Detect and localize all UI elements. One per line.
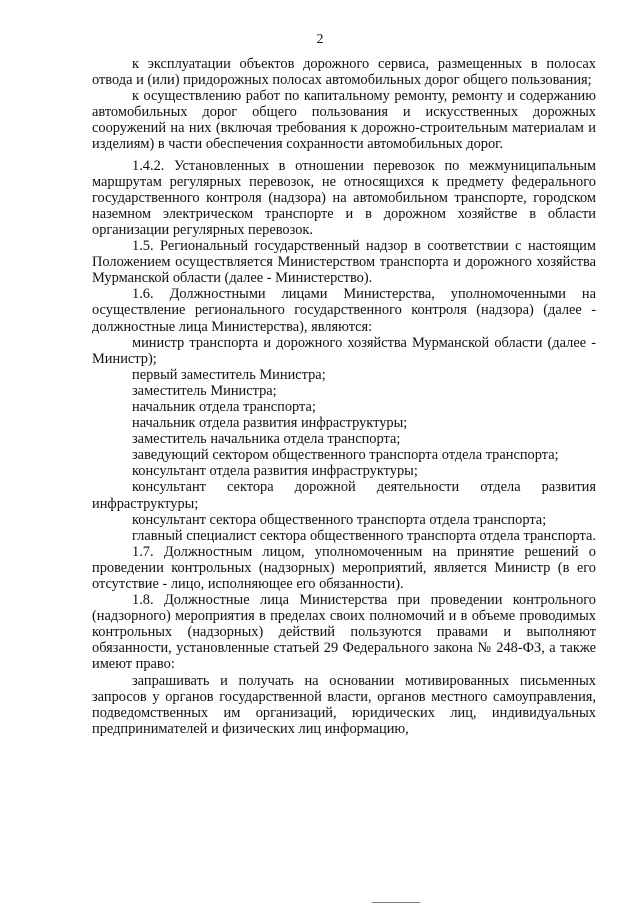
list-item: консультант сектора общественного транспорта отдела транспорта; — [132, 511, 547, 528]
paragraph: к эксплуатации объектов дорожного сервиса, размещенных в полосах отвода и (или) придорожных полосах автомобильных дорог общего пользования; — [92, 56, 596, 89]
list-item: министр транспорта и дорожного хозяйства Мурманской области (далее - Министр); — [92, 334, 596, 367]
list-item: начальник отдела транспорта; — [132, 398, 316, 415]
list-item: консультант отдела развития инфраструктуры; — [132, 463, 418, 480]
paragraph: 1.6. Должностными лицами Министерства, уполномоченными на осуществление регионального государственного контроля (надзора) (далее - должностные лица Министерства), являются: — [92, 286, 596, 335]
paragraph: 1.4.2. Установленных в отношении перевозок по межмуниципальным маршрутам регулярных перевозок, не относящихся к предмету федерального государственного контроля (надзора) на автомобильном транспорте, городском наземном электрическом транспорте и в дорожном хозяйстве в области организации регулярных перевозок. — [92, 157, 596, 238]
list-item: заведующий сектором общественного транспорта отдела транспорта; — [132, 447, 559, 464]
paragraph: запрашивать и получать на основании мотивированных письменных запросов у органов государственной власти, органов местного самоуправления, подведомственных им организаций, юридических лиц, индивидуальных предпринимателей и физических лиц информацию, — [92, 672, 596, 737]
paragraph: 1.5. Региональный государственный надзор в соответствии с настоящим Положением осуществляется Министерством транспорта и дорожного хозяйства Мурманской области (далее - Министерство). — [92, 238, 596, 287]
paragraph: к осуществлению работ по капитальному ремонту, ремонту и содержанию автомобильных дорог общего пользования и искусственных дорожных сооружений на них (включая требования к дорожно-строительным материалам и изделиям) в части обеспечения сохранности автомобильных дорог. — [92, 88, 596, 153]
document-body — [92, 56, 596, 737]
paragraph: 1.8. Должностные лица Министерства при проведении контрольного (надзорного) мероприятия в пределах своих полномочий и в объеме проводимых контрольных (надзорных) действий пользуются правами и выполняют обязанности, установленные статьей 29 Федерального закона № 248-ФЗ, а также имеют право: — [92, 592, 596, 673]
footer-mark — [372, 902, 420, 903]
list-item: заместитель начальника отдела транспорта; — [132, 431, 401, 448]
page-number: 2 — [316, 32, 324, 47]
list-item: начальник отдела развития инфраструктуры; — [132, 415, 408, 432]
list-item: заместитель Министра; — [132, 382, 277, 399]
list-item: первый заместитель Министра; — [132, 366, 326, 383]
list-item: консультант сектора дорожной деятельности отдела развития инфраструктуры; — [92, 479, 596, 512]
list-item: главный специалист сектора общественного транспорта отдела транспорта. — [132, 527, 596, 544]
paragraph: 1.7. Должностным лицом, уполномоченным на принятие решений о проведении контрольных (надзорных) мероприятий, является Министр (в его отсутствие - лицо, исполняющее его обязанности). — [92, 543, 596, 592]
